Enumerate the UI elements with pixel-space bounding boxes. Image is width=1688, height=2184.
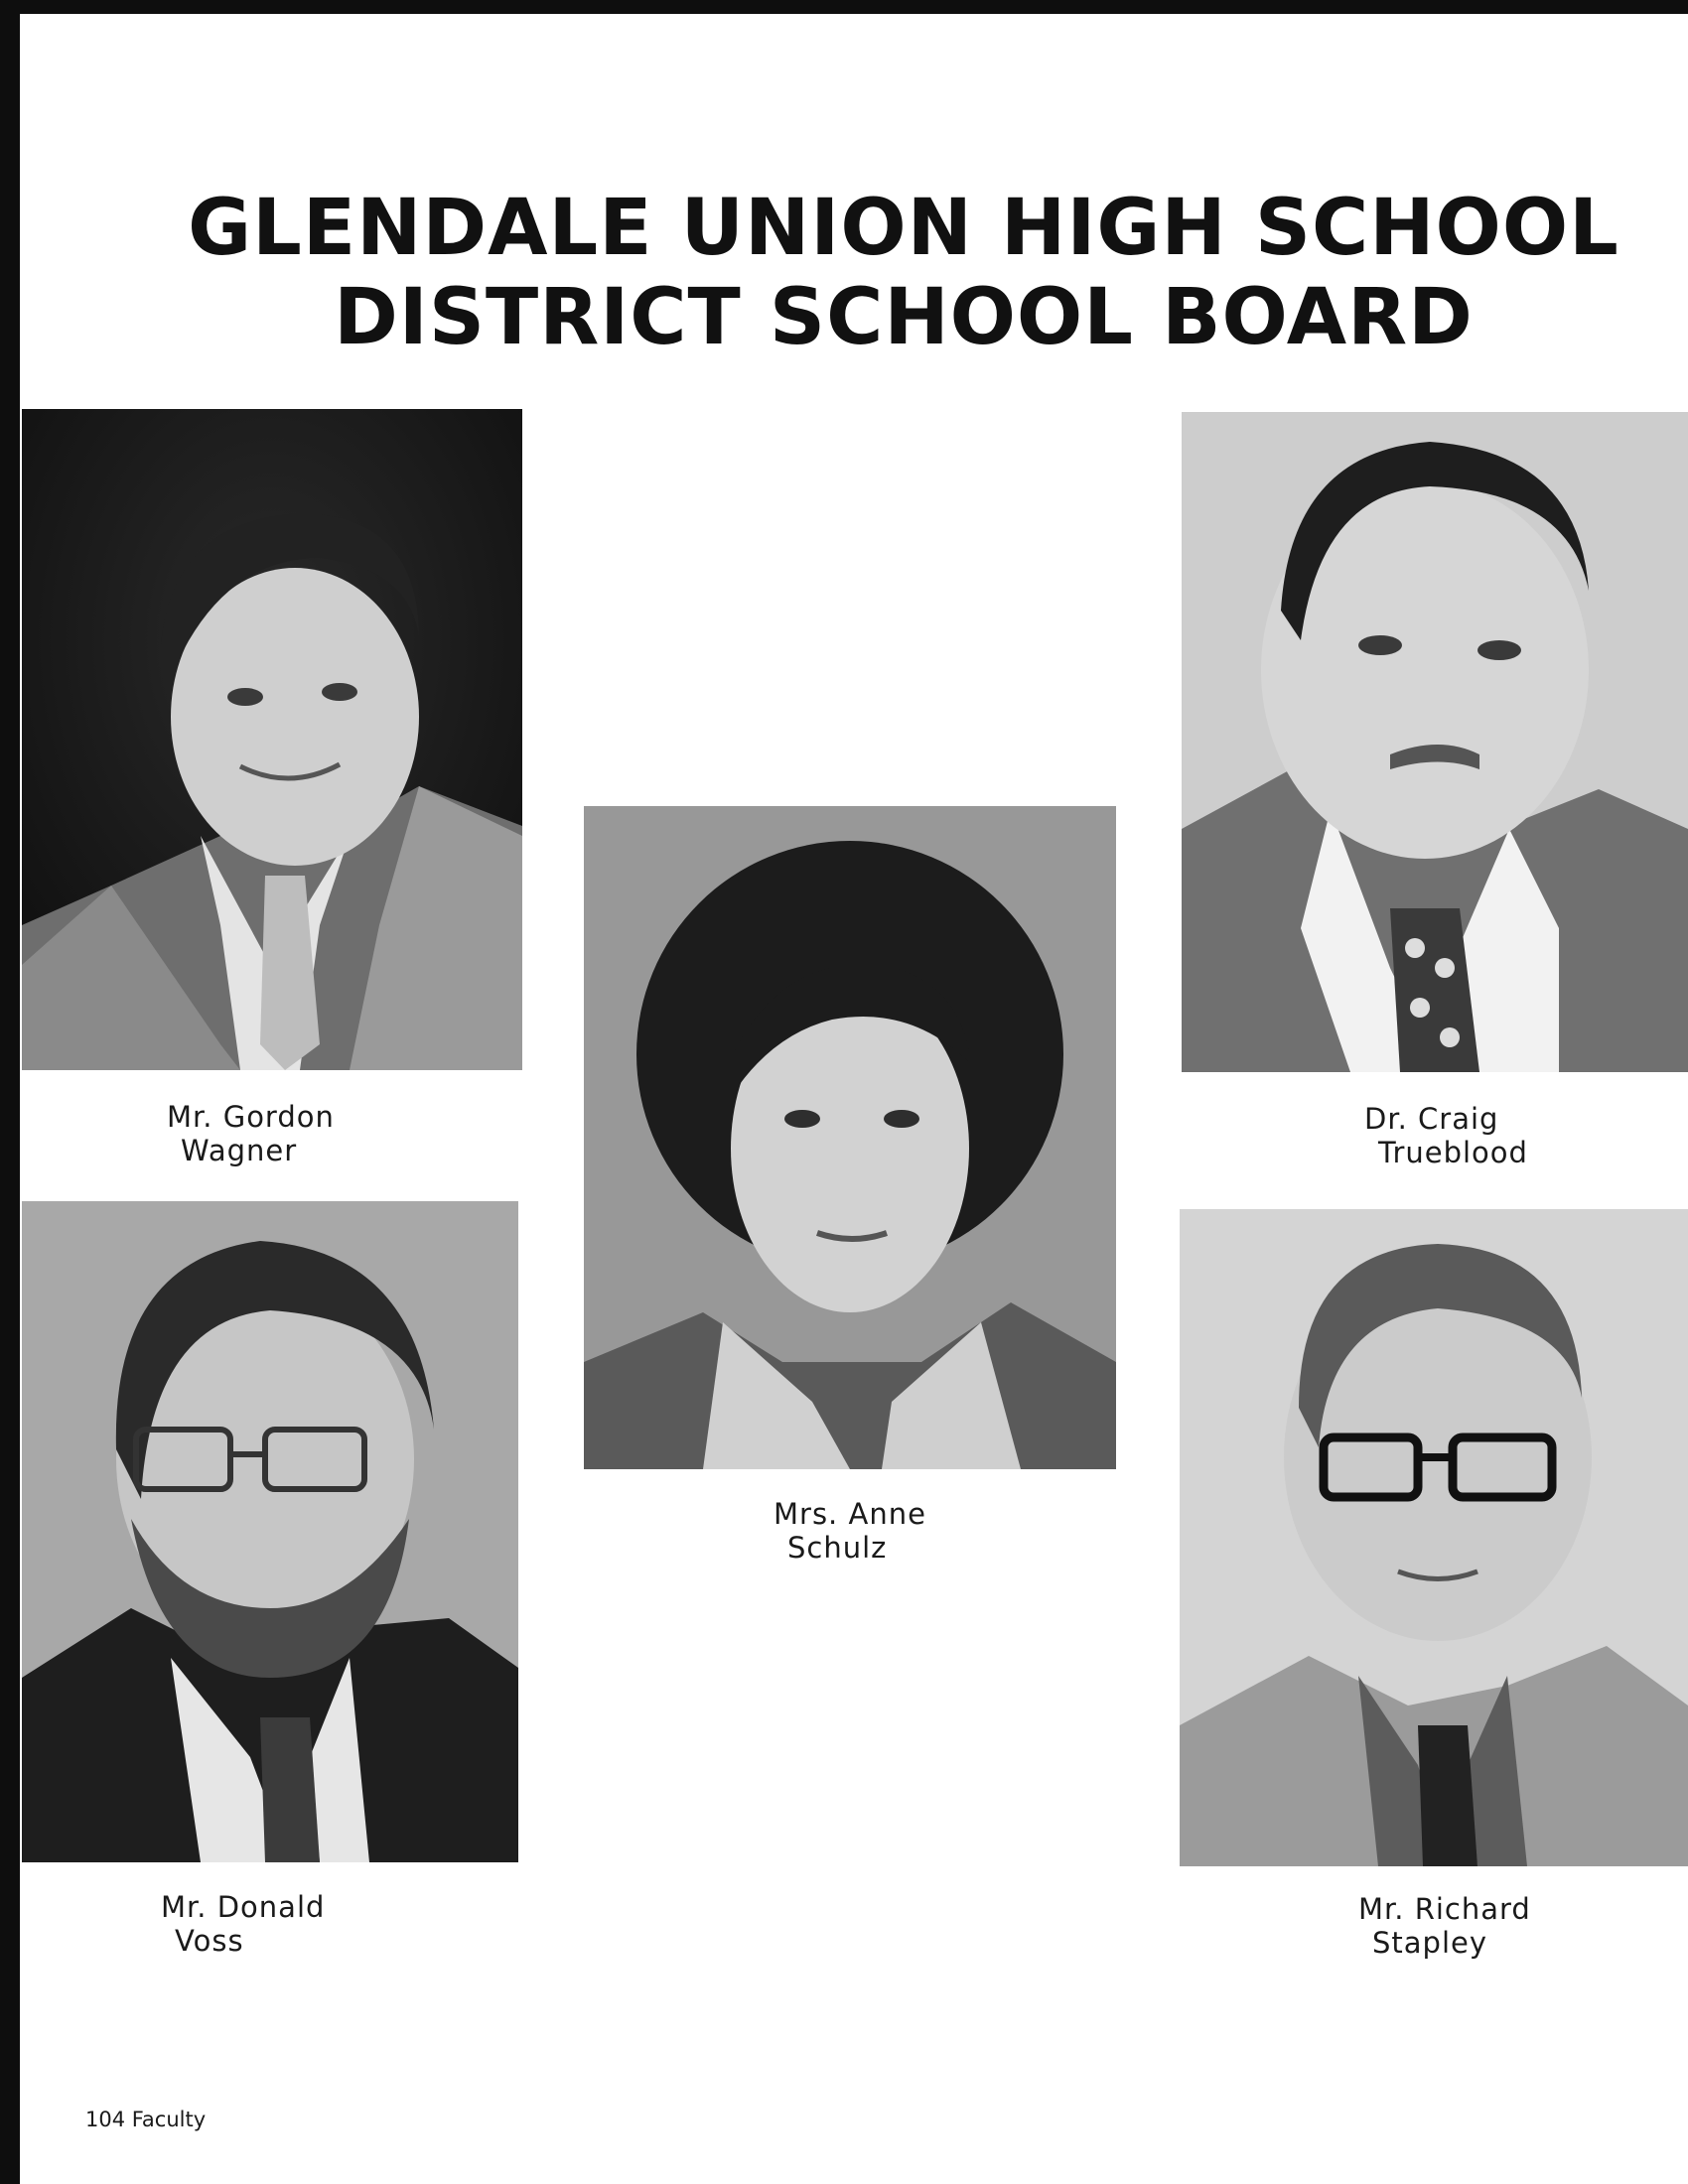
caption-line-1: Dr. Craig <box>1364 1102 1499 1136</box>
caption-line-2: Stapley <box>1372 1926 1488 1960</box>
page-folio: 104 Faculty <box>85 2108 207 2131</box>
top-border <box>0 0 1688 14</box>
caption-donald-voss <box>161 1890 325 1958</box>
caption-line-2: Voss <box>175 1924 244 1958</box>
page-title-line-1: GLENDALE UNION HIGH SCHOOL <box>188 184 1619 273</box>
caption-craig-trueblood <box>1364 1102 1528 1169</box>
page-title <box>119 184 1688 362</box>
caption-gordon-wagner <box>167 1100 335 1167</box>
caption-line-2: Schulz <box>787 1531 888 1565</box>
caption-line-1: Mr. Donald <box>161 1890 326 1924</box>
caption-line-1: Mrs. Anne <box>774 1497 926 1531</box>
caption-richard-stapley <box>1358 1892 1531 1960</box>
caption-line-2: Wagner <box>181 1134 298 1167</box>
caption-line-1: Mr. Richard <box>1358 1892 1531 1926</box>
portrait-photo-richard-stapley <box>1180 1209 1688 1866</box>
caption-line-1: Mr. Gordon <box>167 1100 335 1134</box>
portrait-photo-anne-schulz <box>584 806 1116 1469</box>
left-border <box>0 0 20 2184</box>
caption-line-2: Trueblood <box>1378 1136 1528 1169</box>
portrait-photo-craig-trueblood <box>1182 412 1688 1072</box>
caption-anne-schulz <box>774 1497 926 1565</box>
portrait-photo-donald-voss <box>22 1201 518 1862</box>
portrait-photo-gordon-wagner <box>22 409 522 1070</box>
page-title-line-2: DISTRICT SCHOOL BOARD <box>334 273 1474 362</box>
